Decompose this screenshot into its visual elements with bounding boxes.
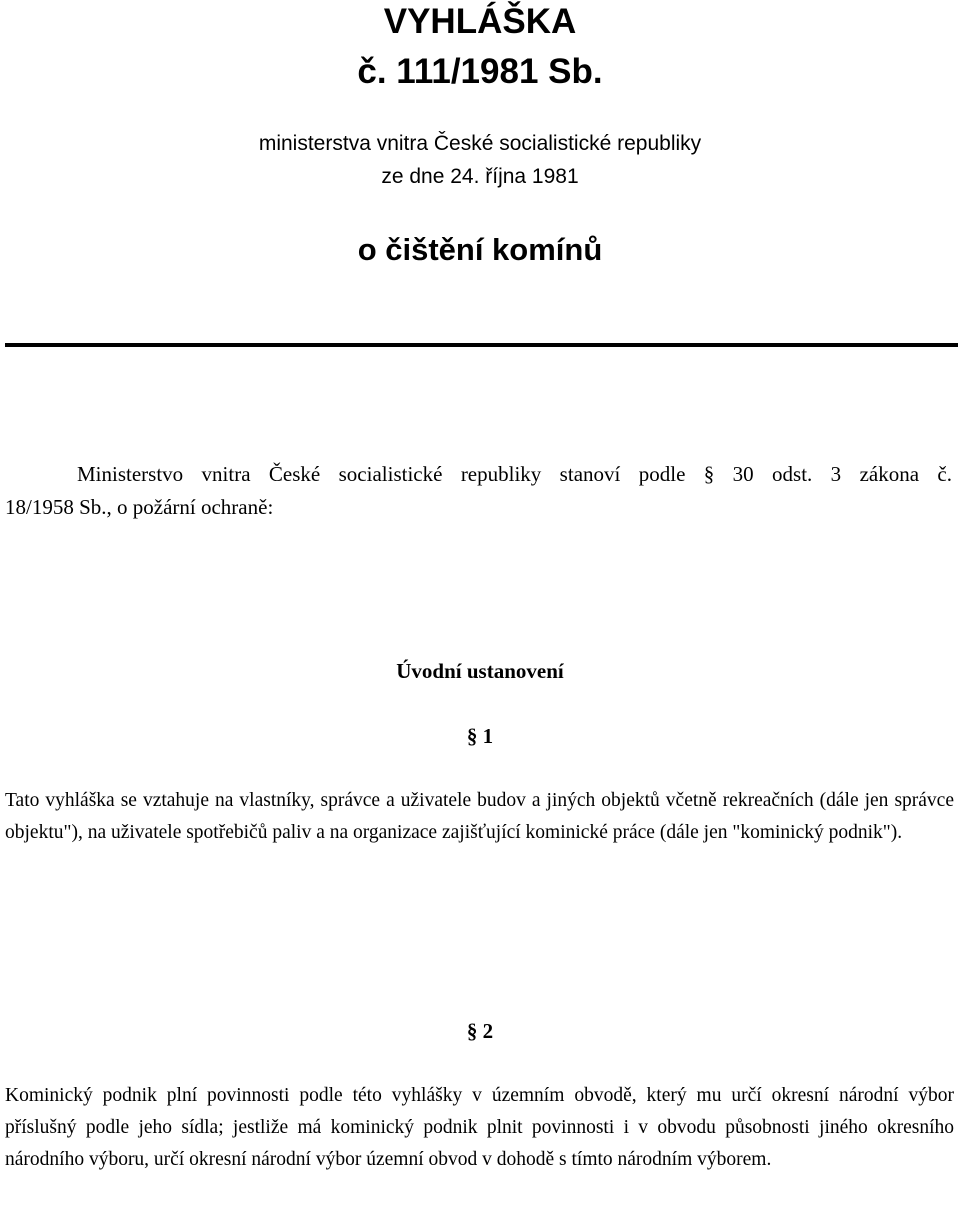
- document-subject: o čištění komínů: [357, 232, 603, 267]
- paragraph-mark-1: § 1: [466, 724, 494, 748]
- issuer-line: ministerstva vnitra České socialistické republiky: [258, 132, 702, 155]
- paragraph-text-2: Kominický podnik plní povinnosti podle této vyhlášky v územním obvodě, který mu určí okresní národní výbor příslušný podle jeho sídla; jestliže má kominický podnik plnit povinnosti i v obvodu působnosti jiného okresního národního výboru, určí okresní národní výbor územní obvod v dohodě s tímto národním výborem.: [5, 1085, 954, 1171]
- section-heading: Úvodní ustanovení: [396, 659, 564, 683]
- preamble-line-1: Ministerstvo vnitra České socialistické republiky stanoví podle § 30 odst. 3 zákona č.: [77, 462, 952, 486]
- preamble-line-2: 18/1958 Sb., o požární ochraně:: [5, 495, 274, 519]
- horizontal-rule: [5, 343, 958, 347]
- paragraph-text-1: Tato vyhláška se vztahuje na vlastníky, správce a uživatele budov a jiných objektů včetně rekreačních (dále jen správce objektu"), na uživatele spotřebičů paliv a na organizace zajišťující kominické práce (dále jen "kominický podnik").: [5, 790, 954, 844]
- issue-date: ze dne 24. října 1981: [381, 165, 579, 188]
- document-title: VYHLÁŠKA: [383, 2, 577, 41]
- document-number: č. 111/1981 Sb.: [357, 52, 603, 91]
- paragraph-mark-2: § 2: [466, 1019, 494, 1043]
